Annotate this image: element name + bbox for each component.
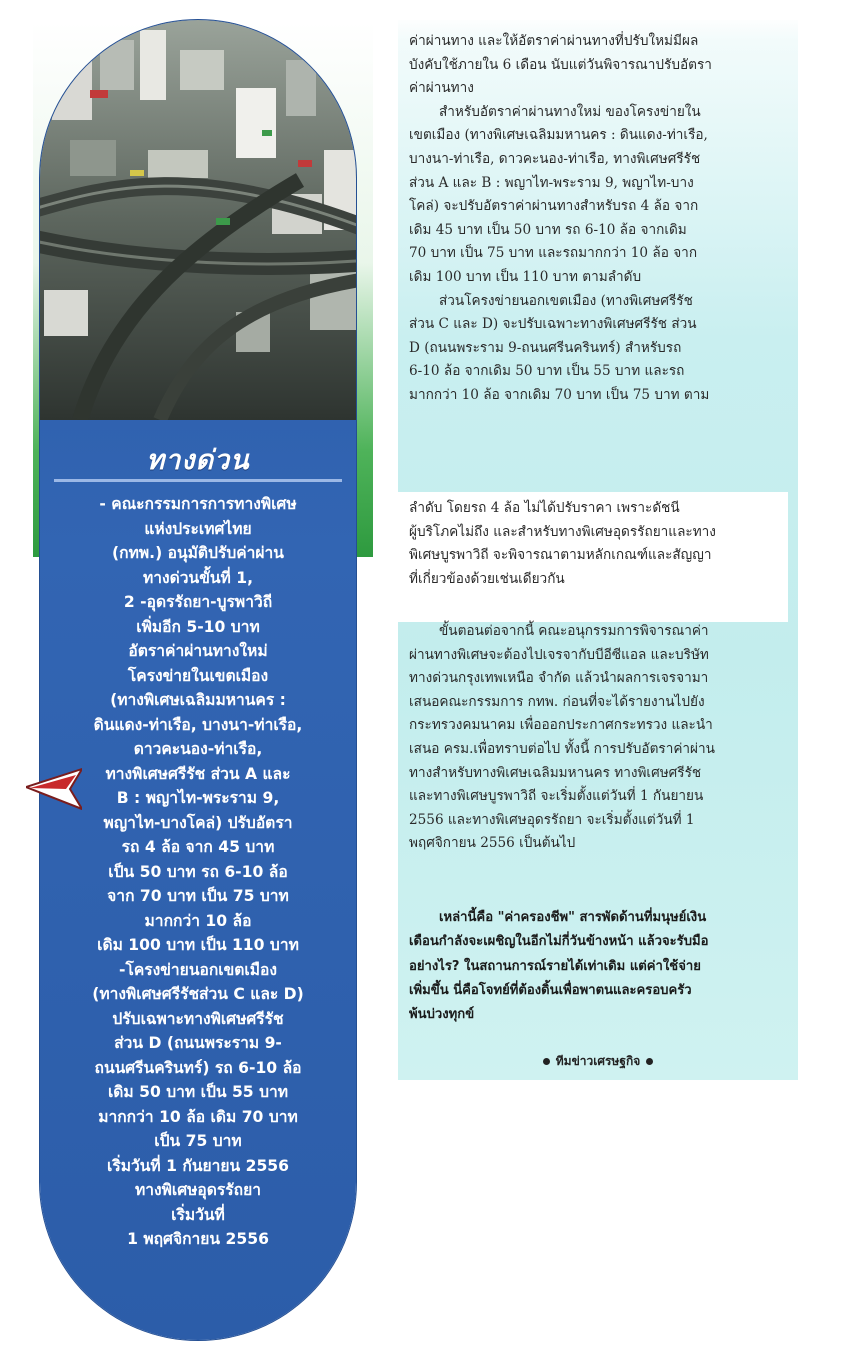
article-line: ทางด่วนกรุงเทพเหนือ จำกัด แล้วนำผลการเจรจามา (409, 670, 709, 687)
sidebar-line: ปรับเฉพาะทางพิเศษศรีรัช (112, 1009, 284, 1028)
sidebar-title: ทางด่วน (146, 445, 250, 476)
sidebar-line: B : พญาไท-พระราม 9, (116, 789, 280, 807)
sidebar-line: มากกว่า 10 ล้อ เดิม 70 บาท (98, 1107, 298, 1126)
article-line: 70 บาท เป็น 75 บาท และรถมากกว่า 10 ล้อ จาก (409, 245, 698, 262)
article-line: ขั้นตอนต่อจากนี้ คณะอนุกรรมการพิจารณาค่า (439, 623, 709, 639)
sidebar-line: 1 พฤศจิกายน 2556 (127, 1230, 269, 1248)
article-line: กระทรวงคมนาคม เพื่อออกประกาศกระทรวง และนำ (409, 717, 713, 734)
bullet-icon (646, 1058, 653, 1065)
sidebar-line: ทางพิเศษอุดรรัถยา (134, 1181, 261, 1199)
article-line: บังคับใช้ภายใน 6 เดือน นับแต่วันพิจารณาปรับอัตรา (409, 56, 712, 73)
sidebar-line: 2 -อุดรรัถยา-บูรพาวิถี (123, 593, 273, 611)
article-line: D (ถนนพระราม 9-ถนนศรีนครินทร์) สำหรับรถ (409, 339, 682, 356)
sidebar-line: มากกว่า 10 ล้อ (144, 911, 252, 930)
sidebar-divider (54, 479, 342, 482)
article-line: ผ่านทางพิเศษจะต้องไปเจรจากับบีอีซีแอล และบริษัท (409, 646, 709, 663)
sidebar-line: อัตราค่าผ่านทางใหม่ (128, 642, 268, 660)
article-line: เสนอคณะกรรมการ กทพ. ก่อนที่จะได้รายงานไปยัง (409, 693, 705, 710)
article-line: เดือนกำลังจะเผชิญในอีกไม่กี่วันข้างหน้า แล้วจะรับมือ (409, 934, 709, 950)
sidebar-line: (กทพ.) อนุมัติปรับค่าผ่าน (112, 544, 284, 562)
article-line: ที่เกี่ยวข้องด้วยเช่นเดียวกัน (409, 570, 565, 587)
article-line: 6-10 ล้อ จากเดิม 50 บาท เป็น 55 บาท และรถ (409, 363, 685, 380)
sidebar-line: รถ 4 ล้อ จาก 45 บาท (121, 838, 275, 856)
sidebar-line: พญาไท-บางโคล่) ปรับอัตรา (103, 813, 293, 832)
article-line: ค่าผ่านทาง และให้อัตราค่าผ่านทางที่ปรับใหม่มีผล (409, 33, 699, 49)
sidebar-line: ทางพิเศษศรีรัช ส่วน A และ (105, 764, 291, 783)
sidebar-line: ดาวคะนอง-ท่าเรือ, (133, 740, 263, 758)
expressway-aerial-photo (40, 20, 356, 420)
article-line: และทางพิเศษบูรพาวิถี จะเริ่มตั้งแต่วันที่ 1 กันยายน (409, 788, 704, 805)
article-line: มากกว่า 10 ล้อ จากเดิม 70 บาท เป็น 75 บาท ตาม (409, 386, 710, 403)
article-line: 2556 และทางพิเศษอุดรรัถยา จะเริ่มตั้งแต่วันที่ 1 (409, 811, 695, 828)
sidebar-line: เริ่มวันที่ 1 กันยายน 2556 (106, 1156, 289, 1175)
sidebar-line: แห่งประเทศไทย (144, 519, 252, 538)
article-line: ส่วนโครงข่ายนอกเขตเมือง (ทางพิเศษศรีรัช (439, 292, 693, 309)
article-line: ส่วน A และ B : พญาไท-พระราม 9, พญาไท-บาง (409, 174, 694, 191)
sidebar-line: (ทางพิเศษเฉลิมมหานคร : (110, 691, 286, 709)
article-line: เดิม 45 บาท เป็น 50 บาท รถ 6-10 ล้อ จากเดิม (409, 221, 687, 238)
expressway-sidebar (40, 20, 356, 1340)
article-line: พฤศจิกายน 2556 เป็นต้นไป (409, 835, 576, 852)
article-line: โคล่) จะปรับอัตราค่าผ่านทางสำหรับรถ 4 ล้อ จาก (409, 198, 699, 215)
pointer-arrow-icon (26, 765, 82, 813)
article-block-3 (409, 620, 783, 856)
article-line: พิเศษบูรพาวิถี จะพิจารณาตามหลักเกณฑ์และสัญญา (409, 547, 712, 564)
sidebar-line: เป็น 75 บาท (154, 1132, 242, 1150)
article-line: ค่าผ่านทาง (409, 80, 474, 97)
article-line: เสนอ ครม.เพื่อทราบต่อไป ทั้งนี้ การปรับอัตราค่าผ่าน (409, 740, 715, 757)
byline-text: ทีมข่าวเศรษฐกิจ (555, 1054, 641, 1068)
article-line: เขตเมือง (ทางพิเศษเฉลิมมหานคร : ดินแดง-ท่าเรือ, (409, 127, 708, 144)
sidebar-line: เดิม 100 บาท เป็น 110 บาท (97, 936, 299, 954)
article-line: ผู้บริโภคไม่ถึง และสำหรับทางพิเศษอุดรรัถยาและทาง (409, 523, 716, 540)
article-line: สำหรับอัตราค่าผ่านทางใหม่ ของโครงข่ายใน (439, 103, 701, 120)
sidebar-line: ดินแดง-ท่าเรือ, บางนา-ท่าเรือ, (93, 715, 303, 734)
sidebar-line: จาก 70 บาท เป็น 75 บาท (107, 887, 289, 905)
article-line: ลำดับ โดยรถ 4 ล้อ ไม่ได้ปรับราคา เพราะดัชนี (409, 500, 680, 516)
sidebar-line: ส่วน D (ถนนพระราม 9- (114, 1034, 282, 1052)
sidebar-line: -โครงข่ายนอกเขตเมือง (119, 960, 277, 979)
sidebar-summary (52, 492, 344, 1252)
article-line: เพิ่มขึ้น นี่คือโจทย์ที่ต้องดิ้นเพื่อพาตนและครอบครัว (409, 982, 692, 998)
sidebar-line: ทางด่วนขั้นที่ 1, (143, 568, 253, 587)
article-line: เหล่านี้คือ "ค่าครองชีพ" สารพัดด้านที่มนุษย์เงิน (439, 910, 707, 925)
sidebar-line: - คณะกรรมการการทางพิเศษ (99, 495, 297, 513)
article-block-1 (409, 30, 783, 408)
article-line: บางนา-ท่าเรือ, ดาวคะนอง-ท่าเรือ, ทางพิเศษศรีรัช (409, 150, 701, 167)
sidebar-line: (ทางพิเศษศรีรัชส่วน C และ D) (92, 985, 304, 1003)
article-line: ทางสำหรับทางพิเศษเฉลิมมหานคร ทางพิเศษศรีรัช (409, 764, 702, 781)
article-line: ส่วน C และ D) จะปรับเฉพาะทางพิเศษศรีรัช ส่วน (409, 316, 697, 333)
bullet-icon (543, 1058, 550, 1065)
sidebar-line: ถนนศรีนครินทร์) รถ 6-10 ล้อ (94, 1058, 302, 1077)
sidebar-line: เพิ่มอีก 5-10 บาท (136, 617, 260, 636)
article-block-2 (409, 497, 783, 591)
article-line: พ้นบ่วงทุกข์ (409, 1007, 475, 1023)
article-byline (398, 1052, 798, 1071)
sidebar-line: เริ่มวันที่ (171, 1205, 225, 1224)
article-closing (409, 906, 783, 1027)
article-line: เดิม 100 บาท เป็น 110 บาท ตามลำดับ (409, 268, 642, 285)
article-line: อย่างไร? ในสถานการณ์รายได้เท่าเดิม แต่ค่าใช้จ่าย (409, 958, 701, 974)
sidebar-line: เป็น 50 บาท รถ 6-10 ล้อ (108, 862, 288, 881)
sidebar-line: เดิม 50 บาท เป็น 55 บาท (107, 1083, 289, 1101)
sidebar-line: โครงข่ายในเขตเมือง (127, 666, 269, 685)
